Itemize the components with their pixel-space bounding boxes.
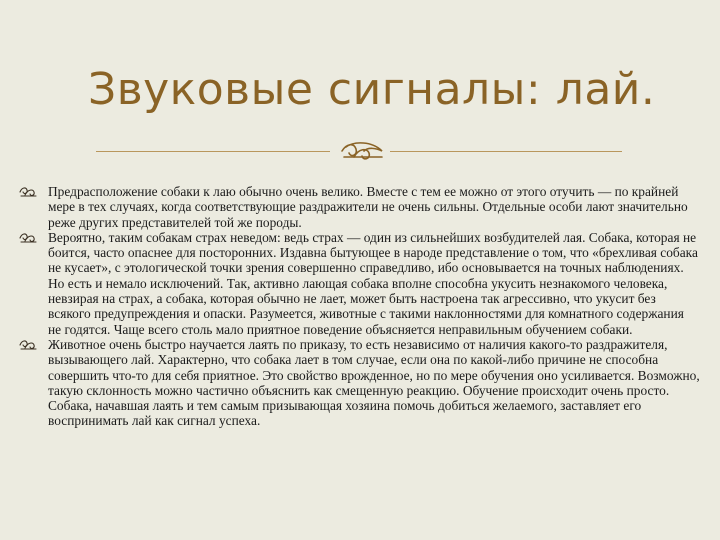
scroll-bullet-icon bbox=[18, 232, 38, 244]
bullet-list bbox=[16, 184, 700, 429]
slide-title: Звуковые сигналы: лай. bbox=[88, 64, 656, 115]
scroll-bullet-icon bbox=[18, 339, 38, 351]
bullet-text: Животное очень быстро научается лаять по приказу, то есть независимо от наличия какого-то раздражителя, вызывающего лай. Характерно, что собака лает в том случае, если она по какой-либо причине не способна совершить что-то для себя приятное. Это свойство врожденное, но по мере обучения оно усиливается. Возможно, такую склонность можно частично объяснить как смещенную реакцию. Обучение происходит очень просто. Собака, начавшая лаять и тем самым призывающая хозяина помочь добиться желаемого, заставляет его воспринимать лай как сигнал успеха. bbox=[48, 336, 700, 429]
divider-left bbox=[96, 151, 330, 152]
bullet-text: Предрасположение собаки к лаю обычно очень велико. Вместе с тем ее можно от этого отучить — по крайней мере в тех случаях, когда соответствующие раздражители не очень сильны. Отдельные особи лают значительно реже других представителей той же породы. bbox=[48, 184, 688, 230]
bullet-text: Вероятно, таким собакам страх неведом: ведь страх — один из сильнейших возбудителей лая. Собака, которая не боится, часто опаснее для посторонних. Издавна бытующее в народе представление о том, что «брехливая собака не кусает», с этологической точки зрения совершенно справедливо, ибо основывается на точных наблюдениях. Но есть и немало исключений. Так, активно лающая собака вполне способна укусить незнакомого человека, невзирая на страх, а собака, которая обычно не лает, может быть настроена так агрессивно, что укусит без всякого предупреждения и опаски. Разумеется, животные с такими наклонностями для комнатного содержания не годятся. Чаще всего столь мало приятное поведение объясняется неправильным обучением собаки. bbox=[48, 229, 698, 337]
ornament-icon bbox=[338, 139, 386, 163]
bullet-item bbox=[16, 337, 700, 429]
bullet-item bbox=[16, 184, 700, 230]
scroll-bullet-icon bbox=[18, 186, 38, 198]
bullet-item bbox=[16, 230, 700, 337]
divider-right bbox=[390, 151, 622, 152]
